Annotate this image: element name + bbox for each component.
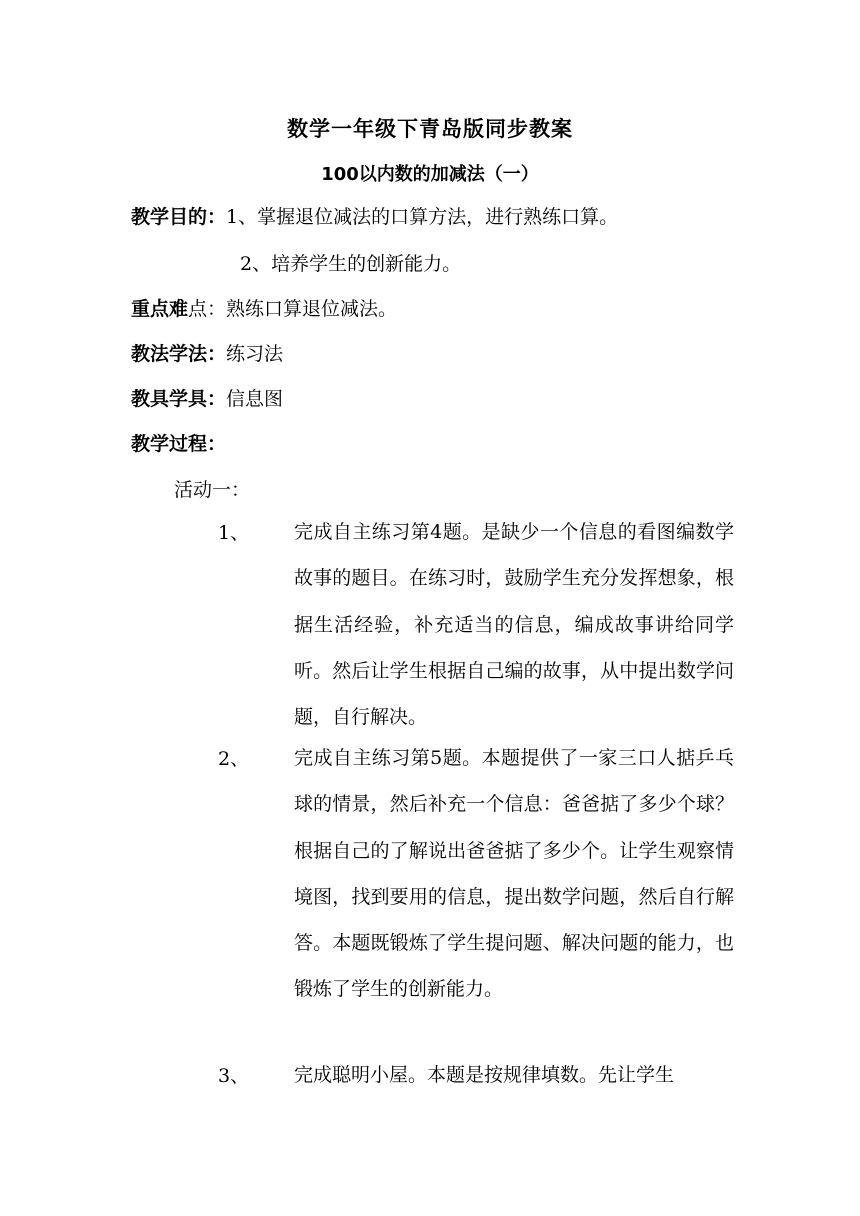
- activity-item-text: 完成自主练习第5题。本题提供了一家三口人掂乒乓球的情景，然后补充一个信息：爸爸掂了多少个球？根据自己的了解说出爸爸掂了多少个。让学生观察情境图，找到要用的信息，提出数学问题，然后自行解答。本题既锻炼了学生提问题、解决问题的能力，也锻炼了学生的创新能力。: [294, 747, 734, 1001]
- tools-value: 信息图: [226, 388, 284, 410]
- document-subtitle: 100以内数的加减法（一）: [321, 164, 539, 185]
- key-points-line: [131, 296, 397, 322]
- process-label: 教学过程：: [131, 433, 227, 455]
- methods-line: [131, 341, 283, 367]
- activity-item-text: 完成自主练习第4题。是缺少一个信息的看图编数学故事的题目。在练习时，鼓励学生充分发挥想象，根据生活经验，补充适当的信息，编成故事讲给同学听。然后让学生根据自己编的故事，从中提出数学问题，自行解决。: [294, 521, 734, 729]
- tools-line: [131, 386, 283, 412]
- activity-item-number: 1、: [218, 522, 250, 544]
- methods-value: 练习法: [226, 343, 284, 365]
- activity-item-number: 3、: [218, 1065, 250, 1087]
- methods-label: 教法学法：: [131, 343, 227, 365]
- document-title: 数学一年级下青岛版同步教案: [287, 117, 573, 141]
- activity-item-text: 完成聪明小屋。本题是按规律填数。先让学生: [294, 1064, 675, 1086]
- key-points-value: 熟练口算退位减法。: [226, 298, 398, 320]
- objectives-item-1: 1、掌握退位减法的口算方法，进行熟练口算。: [226, 206, 619, 228]
- tools-label: 教具学具：: [131, 388, 227, 410]
- key-points-label: 重点难: [131, 298, 189, 320]
- objectives-line: [131, 204, 618, 230]
- objectives-item-2: 2、培养学生的创新能力。: [240, 253, 462, 275]
- key-points-label-rest: 点：: [188, 298, 227, 320]
- activity-label: 活动一：: [174, 479, 251, 501]
- activity-item-number: 2、: [218, 748, 250, 770]
- process-line: [131, 431, 226, 457]
- objectives-label: 教学目的：: [131, 206, 227, 228]
